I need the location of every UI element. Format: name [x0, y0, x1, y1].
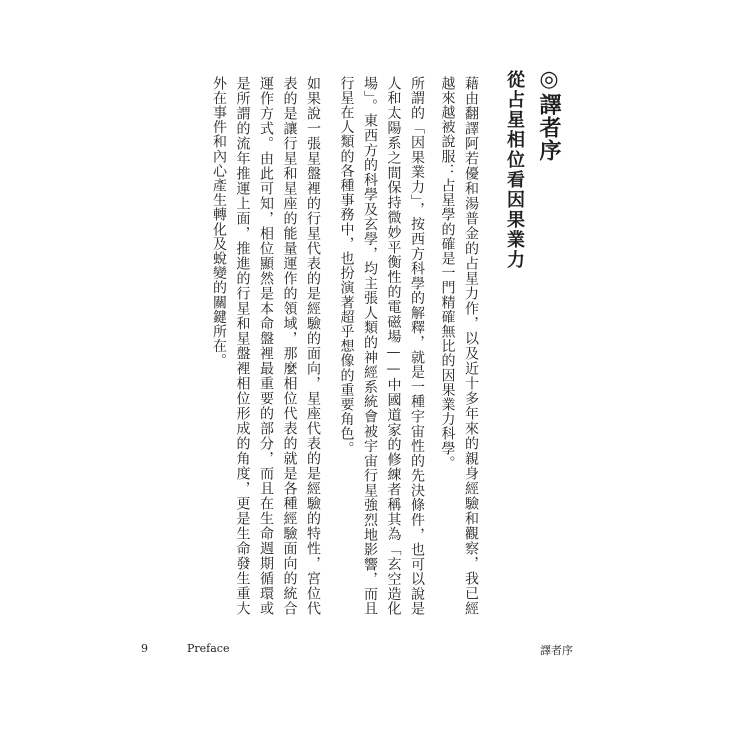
page-title: 從占星相位看因果業力 — [504, 70, 525, 270]
paragraph-3: 如果說一張星盤裡的行星代表的是經驗的面向，星座代表的是經驗的特性，宮位代表的是讓行星和星座的能量運作的領域，那麼相位代表的就是各種經驗面向的統合運作方式。由此可知，相位顯然是本命盤裡最重要的部分，而且在生命週期循環或是所謂的流年推運上面，推進的行星和星盤裡相位形成的角度，更是生命發生重大外在事件和內心產生轉化及蛻變的關鍵所在。 — [211, 76, 321, 616]
paragraph-1: 藉由翻譯阿若優和湯普金的占星力作，以及近十多年來的親身經驗和觀察，我已經越來越被說服：占星學的確是一門精確無比的因果業力科學。 — [439, 76, 479, 616]
section-heading: ◎譯者序 — [536, 66, 562, 162]
paragraph-2: 所謂的「因果業力」，按西方科學的解釋，就是一種宇宙性的先決條件，也可以說是人和太陽系之間保持微妙平衡性的電磁場——中國道家的修練者稱其為「玄空造化場」。東西方的科學及玄學，均主張人類的神經系統會被宇宙行星強烈地影響，而且行星在人類的各種事務中，也扮演著超乎想像的重要角色。 — [338, 76, 425, 616]
page-number: 9 — [141, 642, 148, 655]
running-head-english: Preface — [187, 642, 230, 655]
running-head-chinese: 譯者序 — [540, 644, 573, 657]
